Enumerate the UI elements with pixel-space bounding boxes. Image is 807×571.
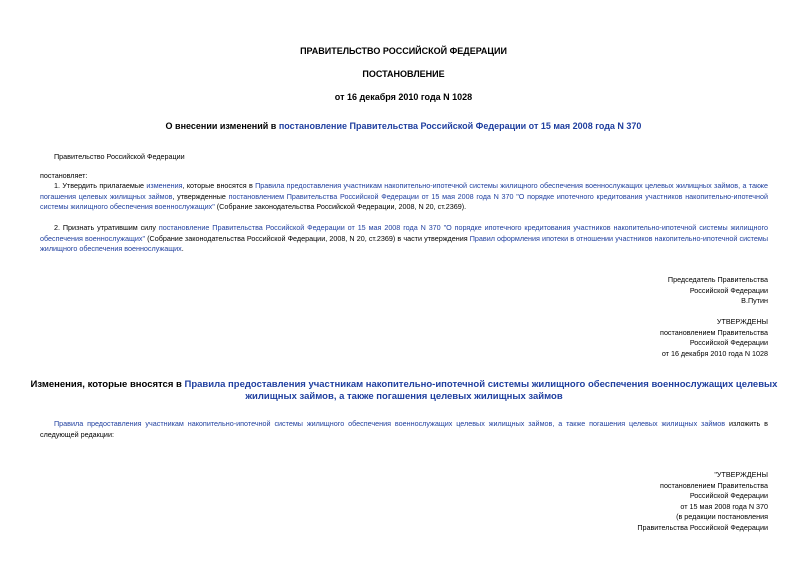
approval-line-3: Российской Федерации [689,338,768,347]
paragraph-government [40,152,768,163]
item1-text-a: 1. Утвердить прилагаемые [54,181,147,190]
item1-link-resolution[interactable]: постановлением Правительства Российской Федерации от 15 мая 2008 года N 370 "О порядке ипотечного кредитования участников накопительно-ипотечной системы жилищного обеспечения военнослужащих" [40,191,768,211]
title-link[interactable]: постановление Правительства Российской Федерации от 15 мая 2008 года N 370 [278,121,642,131]
approval-line-4: от 16 декабря 2010 года N 1028 [661,348,768,358]
item2-text-a: 2. Признать утратившим силу [54,223,159,232]
paragraph-decides [40,171,768,182]
document-date-number: от 16 декабря 2010 года N 1028 [334,92,473,102]
paragraph-item-2 [40,223,768,255]
approval2-line-1: "УТВЕРЖДЕНЫ [714,470,768,479]
signature-line-1: Председатель Правительства [667,275,768,284]
item1-link-rules[interactable]: Правила предоставления участникам накопительно-ипотечной системы жилищного обеспечения военнослужащих целевых жилищных займов, а также погашения целевых жилищных займов [40,181,768,201]
approval-block [660,317,768,359]
document-type: ПОСТАНОВЛЕНИЕ [362,69,445,79]
signature-block [668,275,768,307]
item2-link-resolution[interactable]: постановление Правительства Российской Федерации от 15 мая 2008 года N 370 "О порядке ипотечного кредитования участников накопительно-ипотечной системы жилищного обеспечения военнослужащих" [40,223,768,243]
changes-title-link[interactable]: Правила предоставления участникам накопительно-ипотечной системы жилищного обеспечения военнослужащих целевых жилищных займов, а также погашения целевых жилищных займов [184,379,778,402]
document-title [0,121,807,131]
signature-line-2: Российской Федерации [689,285,768,295]
item2-link-mortgage-rules[interactable]: Правил оформления ипотеки в отношении участников накопительно-ипотечной системы жилищного обеспечения военнослужащих [40,233,768,253]
signature-name: В.Путин [741,296,768,305]
item1-text-b: , которые вносятся в [182,181,256,190]
item2-text-b: (Собрание законодательства Российской Федерации, 2008, N 20, ст.2369) в части утверждения [145,233,470,243]
changes-rest-text: изложить в следующей редакции: [40,419,769,439]
government-heading: ПРАВИТЕЛЬСТВО РОССИЙСКОЙ ФЕДЕРАЦИИ [300,46,507,56]
changes-rules-link[interactable]: Правила предоставления участникам накопительно-ипотечной системы жилищного обеспечения военнослужащих целевых жилищных займов, а также погашения целевых жилищных займов [54,419,726,428]
approval2-line-4: от 15 мая 2008 года N 370 [680,501,768,511]
item1-text-d: (Собрание законодательства Российской Федерации, 2008, N 20, ст.2369). [214,202,467,211]
item2-text-c: . [181,244,184,253]
item1-text-c: , утвержденные [172,191,229,201]
decides-text: постановляет: [40,171,88,180]
approval-line-1: УТВЕРЖДЕНЫ [716,317,768,326]
government-text: Правительство Российской Федерации [54,152,185,161]
changes-title-prefix: Изменения, которые вносятся в [30,379,185,390]
approval-block-2 [637,470,768,533]
changes-paragraph [40,419,768,440]
approval2-line-2: постановлением Правительства [660,480,768,490]
item1-link-changes[interactable]: изменения [146,181,183,190]
approval2-line-3: Российской Федерации [689,491,768,500]
changes-title [30,379,778,403]
title-prefix: О внесении изменений в [165,121,279,131]
approval-line-2: постановлением Правительства [660,327,768,337]
approval2-line-6: Правительства Российской Федерации [637,522,768,532]
approval2-line-5: (в редакции постановления [676,512,768,521]
paragraph-item-1 [40,181,768,213]
